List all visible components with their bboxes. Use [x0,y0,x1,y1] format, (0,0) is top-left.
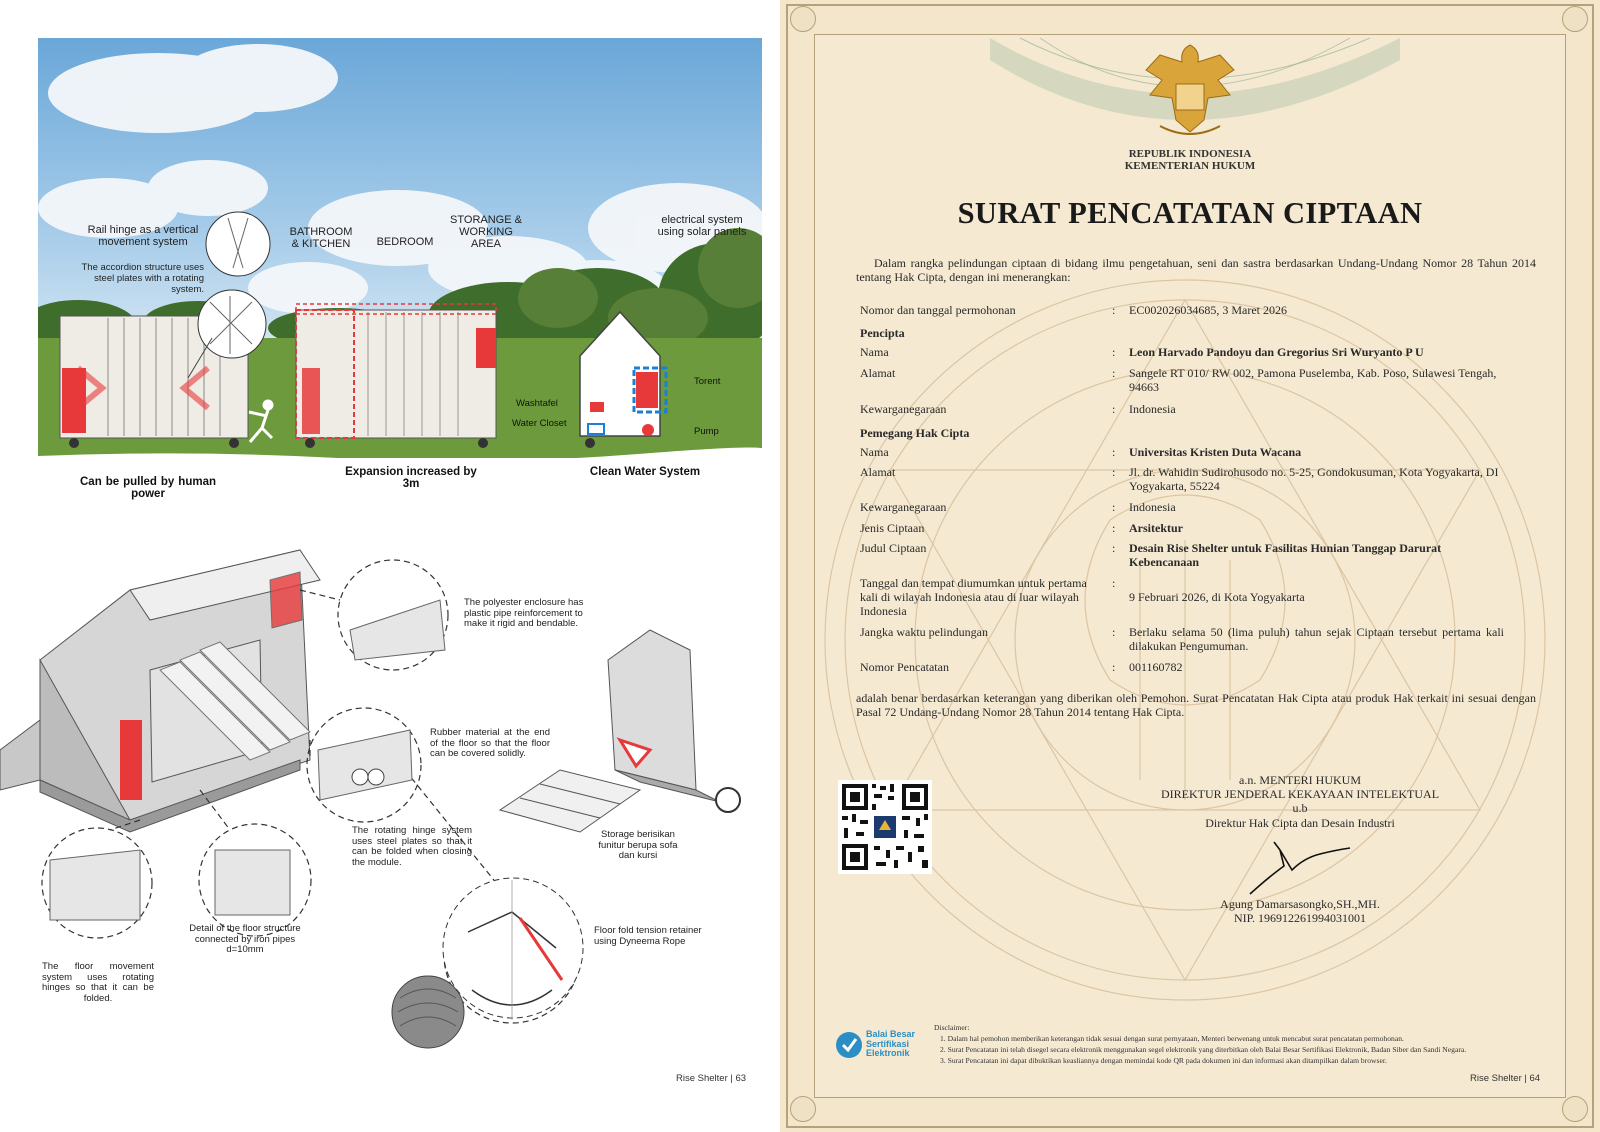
closing-paragraph: adalah benar berdasarkan keterangan yang diberikan oleh Pemohon. Surat Pencatatan Hak Cipta atau produk Hak terkait ini sesuai dengan Pasal 72 Undang-Undang Nomor 28 Tahun 2014 tentang Hak Cipta. [856,691,1536,719]
row-colon: : [1112,500,1116,514]
row-colon: : [1112,366,1116,380]
row-colon: : [1112,576,1116,590]
disclaimer-item: 1. Dalam hal pemohon memberikan keterangan tidak sesuai dengan surat pernyataan, Menteri berwenang untuk mencabut surat pencatatan permohonan. [940,1034,1404,1043]
page-number-right: Rise Shelter | 64 [1470,1073,1541,1084]
row-label: Kewarganegaraan [860,500,947,514]
row-value: EC002026034685, 3 Maret 2026 [1129,303,1287,317]
row-label: Jenis Ciptaan [860,521,925,535]
accordion-label: The accordion structure uses steel plates with a rotating system. [81,262,204,295]
row-colon: : [1112,303,1116,317]
callout-polyester: The polyester enclosure has plastic pipe reinforcement to make it rigid and bendable. [464,597,584,629]
row-value: Indonesia [1129,500,1176,514]
row-value: Arsitektur [1129,521,1183,535]
callout-rotating-hinge: The rotating hinge system uses steel plates so that it can be folded when closing the module. [352,825,472,868]
row-colon: : [1112,465,1116,479]
row-colon: : [1112,660,1116,674]
row-value: Berlaku selama 50 (lima puluh) tahun sejak Ciptaan tersebut pertama kali dilakukan Pengumuman. [1129,625,1504,653]
row-label: Tanggal dan tempat diumumkan untuk pertama kali di wilayah Indonesia atau di luar wilayah Indonesia [860,576,1087,618]
header-republic: REPUBLIK INDONESIA [1128,148,1252,160]
qr-code[interactable] [838,780,932,874]
electrical-label: electrical system using solar panels [657,214,747,238]
caption-pulled: Can be pulled by human power [80,476,216,500]
scene-drawing [38,38,762,474]
water-closet-label: Water Closet [512,418,567,429]
row-label: Jangka waktu pelindungan [860,625,988,639]
row-value: Leon Harvado Pandoyu dan Gregorius Sri Wuryanto P U [1129,345,1424,359]
signature-line2: DIREKTUR JENDERAL KEKAYAAN INTELEKTUAL [1160,787,1440,801]
row-colon: : [1112,345,1116,359]
row-label: Kewarganegaraan [860,402,947,416]
row-label: Nama [860,445,889,459]
callout-detail-floor-text: Detail of the floor structure connected by iron pipes [189,923,301,945]
row-label: Nama [860,345,889,359]
section-pencipta: Pencipta [860,326,905,340]
row-colon: : [1112,541,1116,555]
bsre-icon [834,1030,864,1060]
pump-label: Pump [694,426,719,437]
torent-label: Torent [694,376,721,387]
disclaimer-item: 2. Surat Pencatatan ini telah disegel secara elektronik menggunakan segel elektronik yang diterbitkan oleh Balai Besar Sertifikasi Elektronik, Badan Siber dan Sandi Negara. [940,1045,1467,1054]
section-pemegang: Pemegang Hak Cipta [860,426,970,440]
row-colon: : [1112,625,1116,639]
handwritten-signature [1240,836,1360,900]
row-value: Desain Rise Shelter untuk Fasilitas Hunian Tanggap Darurat Kebencanaan [1129,541,1442,569]
row-value: Universitas Kristen Duta Wacana [1129,445,1302,459]
callout-rubber: Rubber material at the end of the floor so that the floor can be covered solidly. [430,727,550,759]
row-label: Alamat [860,465,896,479]
caption-clean-water: Clean Water System [589,466,701,478]
isometric-details [0,520,780,1100]
signature-line1: a.n. MENTERI HUKUM [1239,773,1361,787]
row-label: Alamat [860,366,896,380]
washtafel-label: Washtafel [516,398,558,409]
row-value: 9 Februari 2026, di Kota Yogyakarta [1129,590,1305,604]
row-colon: : [1112,521,1116,535]
page-number-left: Rise Shelter | 63 [676,1073,747,1084]
signature-line3: u.b [1292,801,1308,815]
callout-floor-movement: The floor movement system uses rotating hinges so that it can be folded. [42,961,154,1004]
certificate-content [780,0,1600,1132]
row-colon: : [1112,402,1116,416]
disclaimer-title: Disclaimer: [934,1023,970,1032]
callout-detail-floor [186,924,304,956]
row-label: Nomor Pencatatan [860,660,949,674]
row-value: Sangele RT 010/ RW 002, Pamona Puselemba, Kab. Poso, Sulawesi Tengah, 94663 [1129,366,1497,394]
rail-hinge-label: Rail hinge as a vertical movement system [87,224,199,248]
callout-detail-floor-dim: d=10mm [226,944,264,955]
row-value: 001160782 [1129,660,1183,674]
left-page [0,0,780,1132]
signature-line4: Direktur Hak Cipta dan Desain Industri [1205,816,1395,830]
bsre-logo [834,1030,924,1066]
signatory-name: Agung Damarsasongko,SH.,MH. [1220,897,1380,911]
row-label: Judul Ciptaan [860,541,927,555]
signatory-nip: NIP. 196912261994031001 [1233,911,1366,925]
callout-storage: Storage berisikan funitur berupa sofa dan kursi [598,829,678,861]
row-colon: : [1112,445,1116,459]
storage-label: STORANGE & WORKING AREA [450,214,522,250]
row-label: Nomor dan tanggal permohonan [860,303,1016,317]
qr-code-drawing [838,780,932,874]
callout-fold-tension: Floor fold tension retainer using Dyneema Rope [594,925,702,947]
certificate-page [780,0,1600,1132]
disclaimer-item: 3. Surat Pencatatan ini dapat dibuktikan keasliannya dengan memindai kode QR pada dokumen ini dan informasi akan ditampilkan dalam browser. [940,1056,1387,1065]
intro-paragraph: Dalam rangka pelindungan ciptaan di bidang ilmu pengetahuan, seni dan sastra berdasarkan Undang-Undang Nomor 28 Tahun 2014 tentang Hak Cipta, dengan ini menerangkan: [856,256,1536,284]
row-value: Indonesia [1129,402,1176,416]
bsre-logo-text: Balai Besar Sertifikasi Elektronik [866,1029,916,1058]
shelter-illustration [38,38,762,474]
isometric-drawing [0,520,780,1100]
row-value: Jl. dr. Wahidin Sudirohusodo no. 5-25, Gondokusuman, Kota Yogyakarta, DI Yogyakarta, 55224 [1129,465,1499,493]
header-ministry: KEMENTERIAN HUKUM [1124,160,1256,172]
bedroom-label: BEDROOM [376,236,434,248]
certificate-title: SURAT PENCATATAN CIPTAAN [957,196,1423,230]
caption-expansion: Expansion increased by 3m [345,466,477,490]
bathroom-label: BATHROOM & KITCHEN [289,226,353,250]
